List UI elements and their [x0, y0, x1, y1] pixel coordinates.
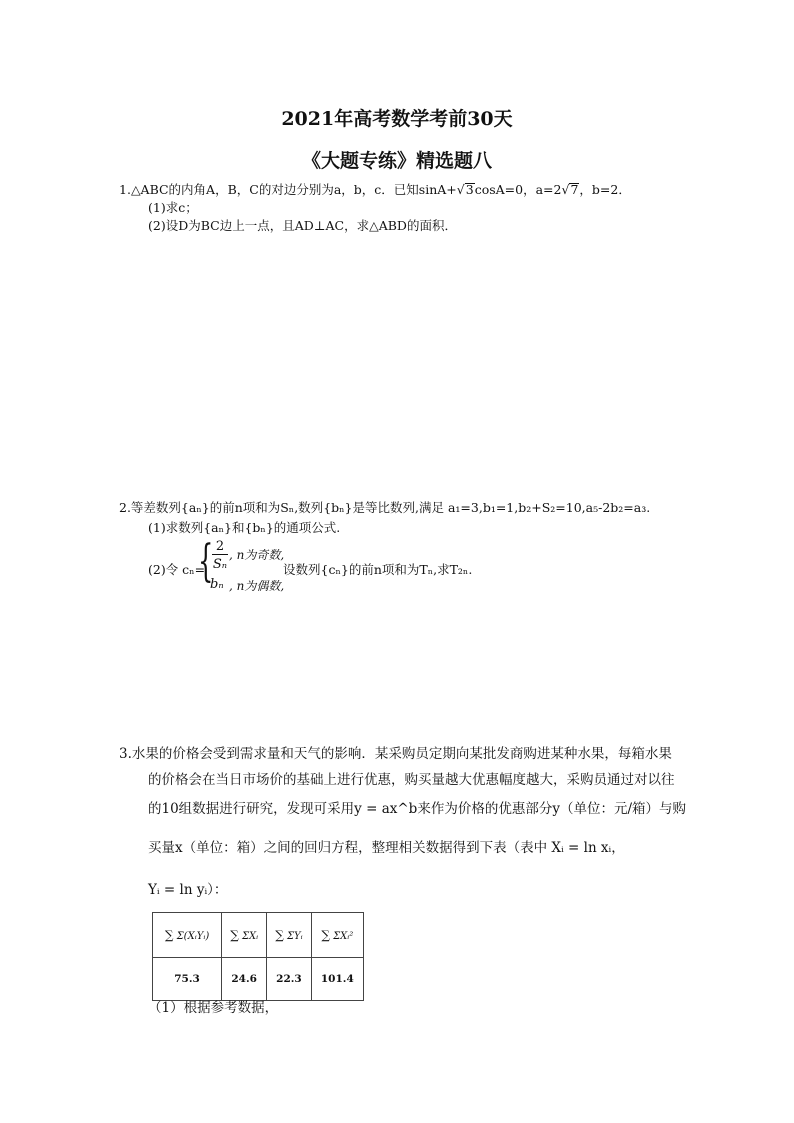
question-1-text-a: △ABC的内角A，B，C的对边分别为a，b，c．已知sinA+ — [130, 182, 457, 197]
piecewise-case-2-value: bₙ — [210, 577, 224, 592]
question-3-line-2: 的价格会在当日市场价的基础上进行优惠，购买量越大优惠幅度越大，采购员通过对以往 — [148, 772, 675, 788]
table-cell: 75.3 — [153, 958, 222, 1001]
question-2-part-1: (1)求数列{aₙ}和{bₙ}的通项公式. — [148, 520, 341, 535]
sum-sign: ∑ — [321, 928, 330, 942]
piecewise-case-2-condition: , n为偶数, — [229, 579, 285, 593]
piecewise-brace: { — [198, 536, 214, 587]
fraction-numerator: 2 — [212, 539, 228, 555]
fraction-denominator: Sₙ — [212, 557, 228, 572]
question-1-part-2: (2)设D为BC边上一点，且AD⊥AC，求△ABD的面积． — [148, 218, 457, 233]
question-1-part-1: (1)求c； — [148, 200, 198, 215]
question-3-line-3: 的10组数据进行研究，发现可采用y = ax^b来作为价格的优惠部分y（单位：元/箱）与购 — [148, 801, 686, 817]
question-2-part-2-prefix: (2)令 cₙ= — [148, 562, 206, 577]
question-3-line-4: 买量x（单位：箱）之间的回归方程，整理相关数据得到下表（表中 Xᵢ = ln xᵢ， — [148, 840, 625, 856]
sum-sign: ∑ — [275, 928, 284, 942]
question-1-text-b: cosA=0，a=2 — [474, 182, 562, 197]
table-cell: 101.4 — [311, 958, 363, 1001]
question-3-line-1: 3.水果的价格会受到需求量和天气的影响．某采购员定期向某批发商购进某种水果，每箱水果 — [119, 746, 672, 762]
table-header-cell: ∑ ΣYᵢ — [267, 913, 311, 958]
table-value-row — [153, 958, 364, 1001]
table-header-cell: ∑ ΣXᵢ — [222, 913, 267, 958]
question-2-stem: 2.等差数列{aₙ}的前n项和为Sₙ,数列{bₙ}是等比数列,满足 a₁=3,b₁=1,b₂+S₂=10,a₅-2b₂=a₃. — [119, 500, 651, 515]
table-header-cell: ∑ ΣXᵢ² — [311, 913, 363, 958]
sqrt-7: 7 — [570, 182, 579, 197]
sum-sign: ∑ — [164, 928, 174, 942]
table-header-row — [153, 913, 364, 958]
question-1-number: 1. — [119, 182, 131, 197]
page-title: 2021年高考数学考前30天 — [281, 108, 513, 130]
piecewise-case-1-condition: , n为奇数, — [229, 548, 285, 562]
question-3-line-5: Yᵢ = ln yᵢ）： — [148, 882, 228, 898]
sqrt-3: 3 — [465, 182, 474, 197]
question-1-text-c: ，b=2． — [579, 182, 631, 197]
question-3-part-1: （1）根据参考数据， — [148, 1000, 279, 1016]
table-cell: 22.3 — [267, 958, 311, 1001]
table-header-cell: ∑ Σ(XᵢYᵢ) — [153, 913, 222, 958]
reference-data-table — [152, 912, 364, 1001]
question-1-stem: 1.△ABC的内角A，B，C的对边分别为a，b，c．已知sinA+√3cosA=0，a=2√7，b=2． — [119, 182, 631, 197]
question-2-part-2-suffix: 设数列{cₙ}的前n项和为Tₙ,求T₂ₙ. — [283, 562, 473, 577]
table-cell: 24.6 — [222, 958, 267, 1001]
page-subtitle: 《大题专练》精选题八 — [301, 150, 492, 172]
sum-sign: ∑ — [230, 928, 239, 942]
